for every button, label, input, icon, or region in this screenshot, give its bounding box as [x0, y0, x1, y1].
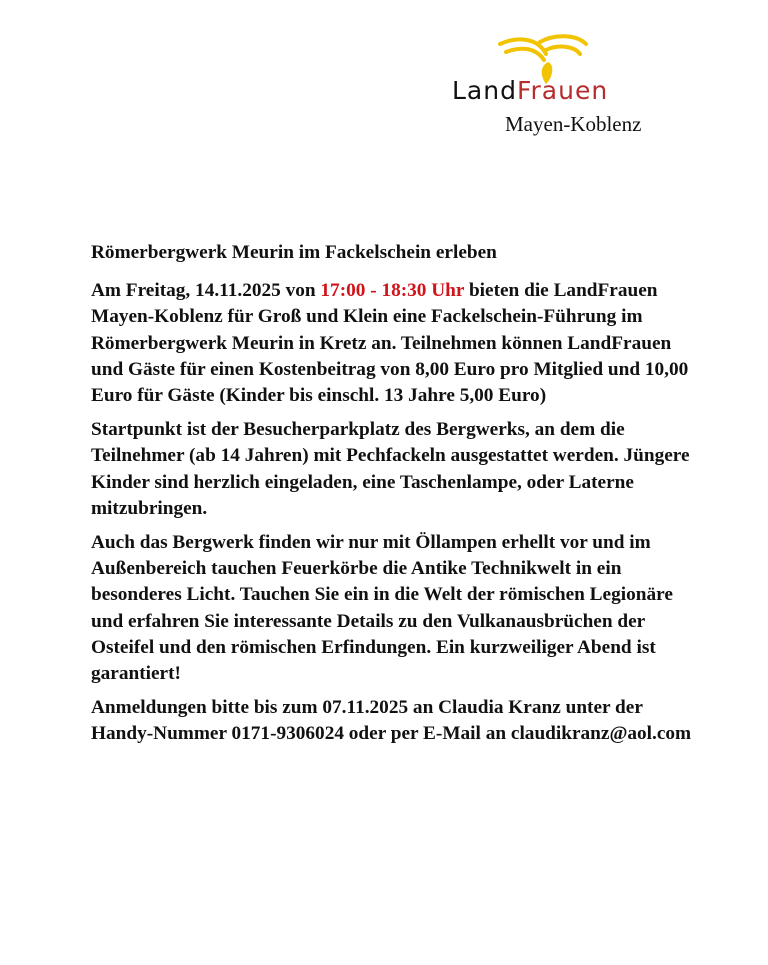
paragraph-mine: Auch das Bergwerk finden wir nur mit Öllampen erhellt vor und im Außenbereich tauchen Feuerkörbe die Antike Technikwelt in ein besonderes Licht. Tauchen Sie ein in die Welt der römischen Legionäre und erfahren Sie interessante Details zu den Vulkanausbrüchen der Osteifel und den römischen Erfindungen. Ein kurzweiliger Abend ist garantiert! [91, 532, 673, 685]
paragraph-start: Startpunkt ist der Besucherparkplatz des Bergwerks, an dem die Teilnehmer (ab 14 Jahren) mit Pechfackeln ausgestattet werden. Jüngere Kinder sind herzlich eingeladen, eine Taschenlampe, oder Laterne mitzubringen. [91, 419, 690, 519]
region-name: Mayen-Koblenz [505, 112, 642, 136]
brand-frauen: Frauen [516, 76, 609, 105]
paragraph-date-lead: Am Freitag, 14.11.2025 von [91, 280, 321, 302]
event-time: 17:00 - 18:30 Uhr [320, 280, 465, 302]
paragraph-date [91, 278, 701, 409]
article-title: Römerbergwerk Meurin im Fackelschein erleben [91, 242, 497, 263]
paragraph-registration: Anmeldungen bitte bis zum 07.11.2025 an Claudia Kranz unter der Handy-Nummer 0171-9306024 oder per E-Mail an claudikranz@aol.com [91, 697, 692, 745]
paragraph-date-rest: bieten die LandFrauen Mayen-Koblenz für Groß und Klein eine Fackelschein-Führung im Römerbergwerk Meurin in Kretz an. Teilnehmen können LandFrauen und Gäste für einen Kostenbeitrag von 8,00 Euro pro Mitglied und 10,00 Euro für Gäste (Kinder bis einschl. 13 Jahre 5,00 Euro) [91, 280, 689, 407]
article-body [91, 240, 701, 756]
brand-land: Land [452, 76, 517, 105]
brand-name [452, 76, 608, 105]
landfrauen-logo [448, 34, 668, 144]
